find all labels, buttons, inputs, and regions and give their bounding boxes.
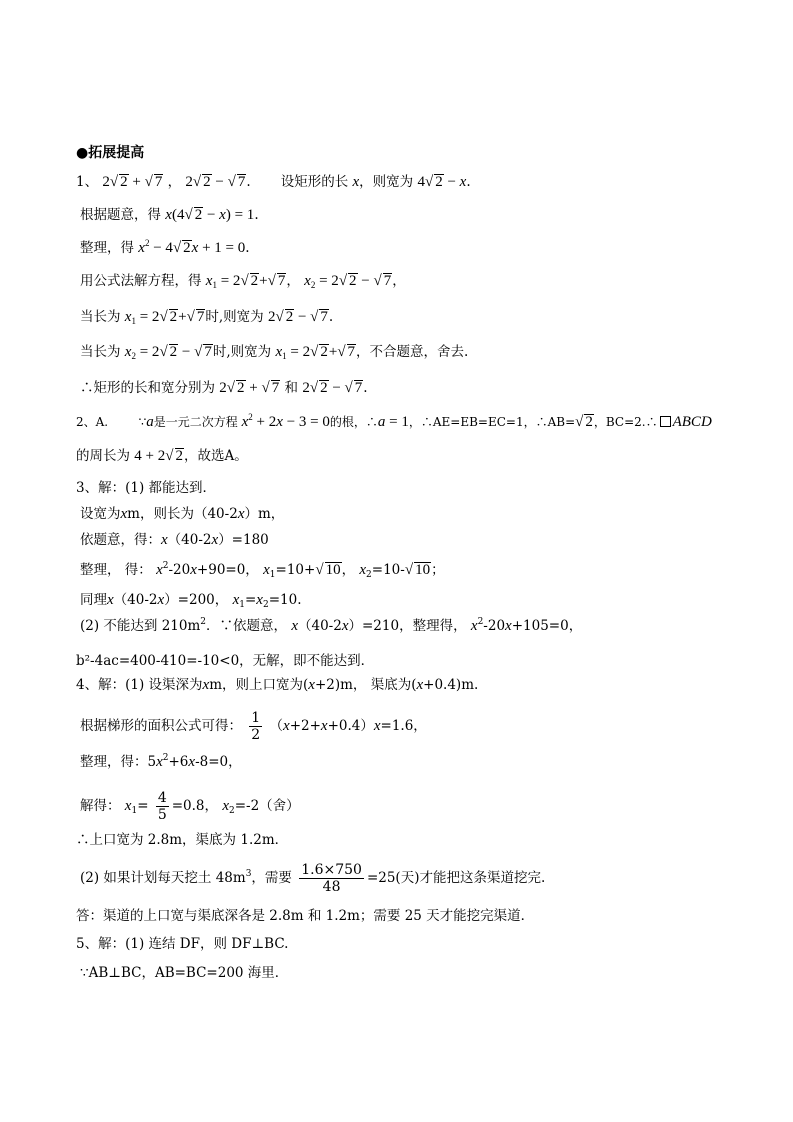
p2-line-1: 2、A. ∵a是一元二次方程 $x^2 + 2x - 3 = 0$的根，∴a = 1，∴AE=EB=EC=1，∴AB=√ 2，BC=2.∴ ABCD bbox=[76, 412, 712, 430]
fraction-volume-per-day: $\frac{1.6\times 750}{48}$ bbox=[301, 862, 362, 895]
fraction-one-half: $\frac{1}{2}$ bbox=[251, 710, 261, 743]
p1-line-3: 整理，得 $x^2 - 4√$ 2x + 1 = 0. bbox=[80, 238, 250, 256]
p4-line-1: 4、解：(1) 设渠深为xm，则上口宽为(x+2)m， 渠底为(x+0.4)m. bbox=[76, 677, 479, 693]
p3-line-5: 同理x（40-2x）=200， $x_1=x_2=10$. bbox=[80, 592, 302, 610]
p3-line-6: (2) 不能达到 $210m^2$．∵依题意， x（40-2x）=210，整理得， $x^2-20x+105=0$， bbox=[80, 617, 583, 634]
p5-line-1: 5、解：(1) 连结 DF，则 DF⊥BC. bbox=[76, 936, 289, 952]
p4-answer: 答：渠道的上口宽与渠底深各是 2.8m 和 1.2m；需要 25 天才能挖完渠道． bbox=[76, 908, 535, 924]
p4-line-5: ∴上口宽为 2.8m，渠底为 1.2m． bbox=[76, 832, 289, 848]
p3-line-7: b²-4ac=400-410=-10<0，无解，即不能达到． bbox=[76, 653, 375, 669]
p1-line-1: 1、 2√ 2 + √ 7 ， 2√ 2 − √ 7. 设矩形的长 x，则宽为 4√ 2 − x. bbox=[76, 174, 471, 190]
p4-line-4: 解得： $x_1=$ $\frac{4}{5}$ =0.8， $x_2=-2$（舍） bbox=[80, 790, 300, 823]
p4-line-6: (2) 如果计划每天挖土 $48m^3$，需要 $\frac{1.6\times 750}{48}$ =25(天)才能把这条渠道挖完. bbox=[80, 862, 546, 895]
p3-line-4: 整理， 得： $x^2-20x+90=0$， $x_1=10+√$ 10， $x_2=10-√$ 10； bbox=[80, 561, 445, 580]
p4-line-3: 整理，得：$5x^2+6x-8=0$， bbox=[80, 753, 242, 770]
p2-line-2: 的周长为 4 + 2√ 2，故选A。 bbox=[76, 448, 248, 464]
p1-line-7: ∴矩形的长和宽分别为 2√ 2 + √ 7 和 2√ 2 − √ 7. bbox=[80, 380, 368, 396]
p1-line-4: 用公式法解方程，得 $x_1 = 2√$ 2+√ 7， $x_2 = 2√$ 2 − √ 7， bbox=[80, 273, 406, 290]
p3-line-3: 依题意，得：x（40-2x）=180 bbox=[80, 532, 269, 548]
p5-line-2: ∵AB⊥BC，AB=BC=200 海里． bbox=[80, 965, 289, 981]
p4-line-2: 根据梯形的面积公式可得： $\frac{1}{2}$ （x+2+x+0.4）x=1.6， bbox=[80, 710, 427, 743]
section-heading: ●拓展提高 bbox=[76, 145, 145, 161]
p3-line-1: 3、解：(1) 都能达到． bbox=[76, 480, 217, 496]
fraction-four-fifths: $\frac{4}{5}$ bbox=[157, 790, 167, 823]
p3-line-2: 设宽为xm，则长为（40-2x）m， bbox=[80, 506, 285, 522]
parallelogram-icon bbox=[660, 416, 671, 427]
p1-line-6: 当长为 $x_2 = 2√$ 2 − √ 7时,则宽为 $x_1 = 2√$ 2+√ 7，不合题意，舍去. bbox=[80, 344, 469, 361]
p1-line-2: 根据题意，得 x(4√ 2 − x) = 1. bbox=[80, 207, 259, 223]
p1-line-5: 当长为 $x_1 = 2√$ 2+√ 7时,则宽为 2√ 2 − √ 7. bbox=[80, 309, 334, 326]
